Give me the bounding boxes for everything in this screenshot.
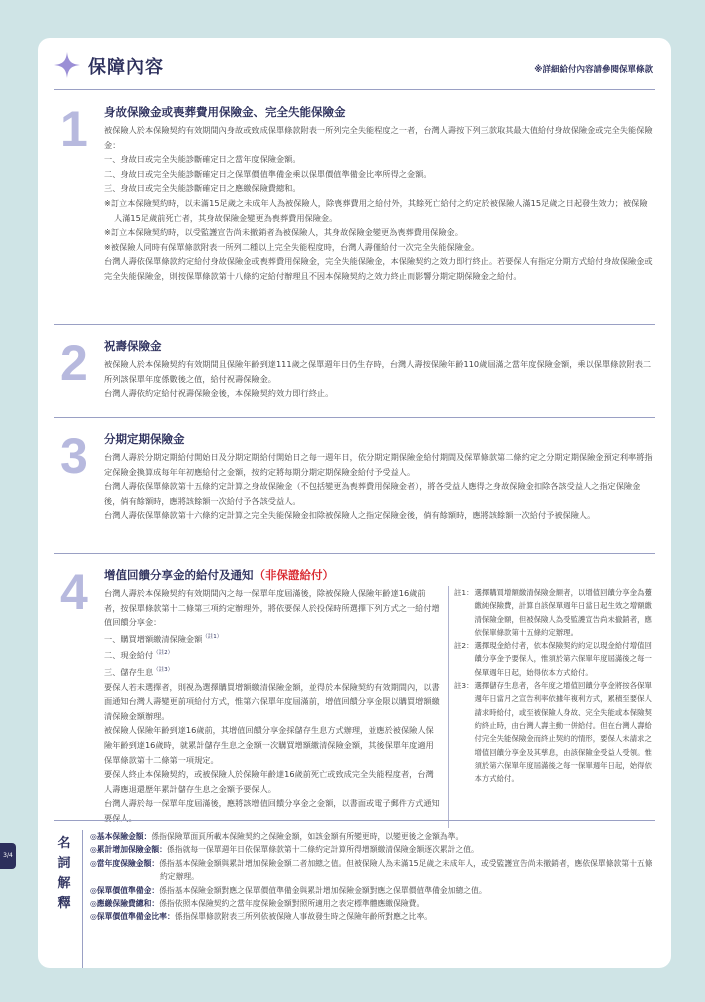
paragraph: 台灣人壽於分期定期給付開始日及分期定期給付開始日之每一週年日，依分期定期保險金給付期間及保單條款第二條約定之分期定期保險金預定利率將指定保險金換算成每年年初應給付之金額，按約定將每期分期定期保險金給付予受益人。 bbox=[104, 452, 653, 477]
header-note: ※詳細給付內容請參閱保單條款 bbox=[534, 65, 653, 75]
section-number: 3 bbox=[60, 428, 88, 484]
paragraph: 二、身故日或完全失能診斷確定日之保單價值準備金乘以保單價值準備金比率所得之金額。 bbox=[104, 168, 432, 179]
glossary-term: ◎累計增加保險金額： bbox=[90, 845, 167, 855]
glossary-item bbox=[90, 884, 660, 897]
paragraph: 一、身故日或完全失能診斷確定日之當年度保險金額。 bbox=[104, 154, 301, 165]
note-item bbox=[454, 639, 659, 679]
paragraph: 被保險人於本保險契約有效期間內身故或致成保單條款附表一所列完全失能程度之一者，台灣人壽按下列三款取其最大值給付身故保險金或完全失能保險金： bbox=[104, 125, 653, 150]
glossary-term: ◎保單價值準備金： bbox=[90, 885, 160, 895]
paragraph: ※訂立本保險契約時，以受監護宣告尚未撤銷者為被保險人，其身故保險金變更為喪葬費用保險金。 bbox=[104, 227, 463, 238]
glossary-item bbox=[90, 897, 660, 910]
section-title: 祝壽保險金 bbox=[104, 339, 162, 353]
glossary-term: ◎保單價值準備金比率： bbox=[90, 912, 175, 922]
paragraph: ※被保險人同時有保單條款附表一所列二種以上完全失能程度時，台灣人壽僅給付一次完全失能保險金。 bbox=[104, 241, 480, 252]
divider bbox=[54, 417, 655, 418]
note-ref: （註2） bbox=[153, 650, 174, 657]
paragraph: 三、身故日或完全失能診斷確定日之應繳保險費總和。 bbox=[104, 183, 301, 194]
section-number: 2 bbox=[60, 335, 88, 391]
non-guaranteed-label: （非保證給付） bbox=[253, 568, 334, 582]
note-item bbox=[454, 679, 659, 785]
page-title: 保障內容 bbox=[88, 57, 164, 78]
paragraph: 台灣人壽於每一保單年度屆滿後，應將該增值回饋分享金之金額，以書面或電子郵件方式通知要保人。 bbox=[104, 798, 440, 823]
section-body bbox=[104, 357, 654, 401]
section-header bbox=[38, 38, 671, 88]
glossary-definition: 係指就每一保單週年日依保單條款第十二條約定計算所得增額繳清保險金額逐次累計之值。 bbox=[166, 845, 479, 855]
paragraph: 台灣人壽依保單條款第十六條約定計算之完全失能保險金扣除被保險人之指定保險金後，倘有餘額時，應將該餘額一次給付予被保險人。 bbox=[104, 510, 596, 521]
glossary-definition: 係指基本保險金額與累計增加保險金額二者加總之值。但被保險人為未滿15足歲之未成年人，或受監護宣告尚未撤銷者，應依保單條款第十五條約定辦理。 bbox=[159, 858, 653, 882]
paragraph: 被保險人保險年齡到達16歲前，其增值回饋分享金採儲存生息方式辦理，並應於被保險人保險年齡到達16歲時，就累計儲存生息之金額一次購買增額繳清保險金額，其後保單年度適用保單條款第十二條第一項規定。 bbox=[104, 725, 434, 765]
notes-column bbox=[454, 586, 659, 785]
note-text: 選擇購買增額繳清保險金額者，以增值回饋分享金為躉繳純保險費，計算自該保單週年日當日起生效之增額繳清保險金額，但被保險人為受監護宣告尚未撤銷者，應依保單條款第十五條約定辦理。 bbox=[474, 588, 652, 637]
glossary-list bbox=[90, 830, 660, 924]
glossary-definition: 係指保險單面頁所載本保險契約之保險金額，如該金額有所變更時，以變更後之金額為準。 bbox=[151, 832, 464, 841]
note-ref: （註3） bbox=[153, 666, 174, 673]
note-item bbox=[454, 586, 659, 639]
divider bbox=[54, 553, 655, 554]
note-label: 註1： bbox=[454, 588, 474, 597]
paragraph: 台灣人壽依保單條款第十五條約定計算之身故保險金（不包括變更為喪葬費用保險金者），將各受益人應得之身故保險金扣除各該受益人之指定保險金後，倘有餘額時，應將該餘額一次給付予各該受益人。 bbox=[104, 481, 641, 506]
section-body bbox=[104, 123, 654, 284]
content-card bbox=[38, 38, 671, 968]
section-body bbox=[104, 450, 654, 523]
section-number: 4 bbox=[60, 564, 88, 620]
paragraph: 台灣人壽依約定給付祝壽保險金後，本保險契約效力即行終止。 bbox=[104, 388, 334, 399]
section-number: 1 bbox=[60, 101, 88, 157]
divider bbox=[54, 324, 655, 325]
section-title: 身故保險金或喪葬費用保險金、完全失能保險金 bbox=[104, 105, 346, 119]
glossary-term: ◎應繳保險費總和： bbox=[90, 899, 160, 909]
glossary-label: 名 詞 解 釋 bbox=[57, 836, 71, 911]
paragraph: ※訂立本保險契約時，以未滿15足歲之未成年人為被保險人，除喪葬費用之給付外，其餘死亡給付之約定於被保險人滿15足歲之日起發生效力；被保險人滿15足歲前死亡者，其身故保險金變更為喪葬費用保險金。 bbox=[104, 197, 648, 223]
paragraph: 台灣人壽依保單條款約定給付身故保險金或喪葬費用保險金，完全失能保險金，本保險契約之效力即行終止。若要保人有指定分期方式給付身故保險金或完全失能保險金，則按保單條款第十八條約定給付辦理且不因本保險契約之效力終止而影響分期定期保險金之給付。 bbox=[104, 256, 653, 281]
note-label: 註3： bbox=[454, 681, 474, 691]
glossary-definition: 係指依照本保險契約之當年度保險金額對照所適用之表定標準體應繳保險費。 bbox=[159, 899, 425, 909]
glossary-item bbox=[90, 843, 660, 856]
section-title: 分期定期保險金 bbox=[104, 432, 185, 446]
list-item: 三、儲存生息$^{(註3)}$ bbox=[104, 666, 174, 677]
glossary-item bbox=[90, 857, 660, 884]
list-item: 二、現金給付$^{(註2)}$ bbox=[104, 650, 174, 661]
glossary-definition: 係指保單條款附表三所列依被保險人事故發生時之保險年齡所對應之比率。 bbox=[174, 912, 433, 922]
paragraph: 被保險人於本保險契約有效期間且保險年齡到達111歲之保單週年日仍生存時，台灣人壽按保險年齡110歲屆滿之當年度保險金額，乘以保單條款附表二所列該保單年度係數後之值，給付祝壽保險金。 bbox=[104, 359, 652, 384]
note-label: 註2： bbox=[454, 641, 474, 651]
page-number-tab: 3/4 bbox=[0, 843, 16, 869]
glossary-definition: 係指基本保險金額對應之保單價值準備金與累計增加保險金額對應之保單價值準備金加總之值。 bbox=[159, 885, 487, 895]
paragraph: 台灣人壽於本保險契約有效期間內之每一保單年度屆滿後，除被保險人保險年齡達16歲前者，按保單條款第十二條第三項約定辦理外，將依要保人於投保時所選擇下列方式之一給付增值回饋分享金： bbox=[104, 588, 440, 628]
glossary-divider bbox=[82, 830, 83, 968]
glossary bbox=[38, 820, 671, 968]
paragraph: 要保人若未選擇者，則視為選擇購買增額繳清保險金額，並得於本保險契約有效期間內，以書面通知台灣人壽變更前項給付方式，惟第六保單年度屆滿前，增值回饋分享金限以購買增額繳清保險金額辦理。 bbox=[104, 681, 440, 721]
glossary-item bbox=[90, 830, 660, 843]
section-body bbox=[104, 586, 440, 826]
glossary-item bbox=[90, 910, 660, 923]
section-title bbox=[104, 567, 334, 583]
divider bbox=[54, 89, 655, 90]
list-item: 一、購買增額繳清保險金額$^{(註1)}$ bbox=[104, 633, 223, 644]
note-ref: （註1） bbox=[202, 633, 223, 640]
note-text: 選擇儲存生息者，各年度之增值回饋分享金將按各保單週年日當月之宣告利率依據年複利方式，累積至要保人請求時給付，或至被保險人身故、完全失能或本保險契約終止時，由台灣人壽主動一併給付。但在台灣人壽給付完全失能保險金而終止契約的情形，要保人未請求之增值回饋分享金及其孳息，由該保險金受益人受領。惟須於第六保單年度屆滿後之每一保單週年日起，始得依本方式給付。 bbox=[474, 681, 652, 784]
glossary-term: ◎當年度保險金額： bbox=[90, 858, 160, 868]
section-title-text: 增值回饋分享金的給付及通知 bbox=[104, 568, 254, 582]
sparkle-icon bbox=[54, 52, 80, 78]
paragraph: 要保人終止本保險契約，或被保險人於保險年齡達16歲前死亡或致成完全失能程度者，台灣人壽應退還歷年累計儲存生息之金額予要保人。 bbox=[104, 769, 434, 794]
glossary-term: ◎基本保險金額： bbox=[90, 832, 152, 841]
column-divider bbox=[448, 586, 449, 828]
note-text: 選擇現金給付者，依本保險契約約定以現金給付增值回饋分享金予要保人，惟須於第六保單年度屆滿後之每一保單週年日起，始得依本方式給付。 bbox=[474, 641, 652, 677]
